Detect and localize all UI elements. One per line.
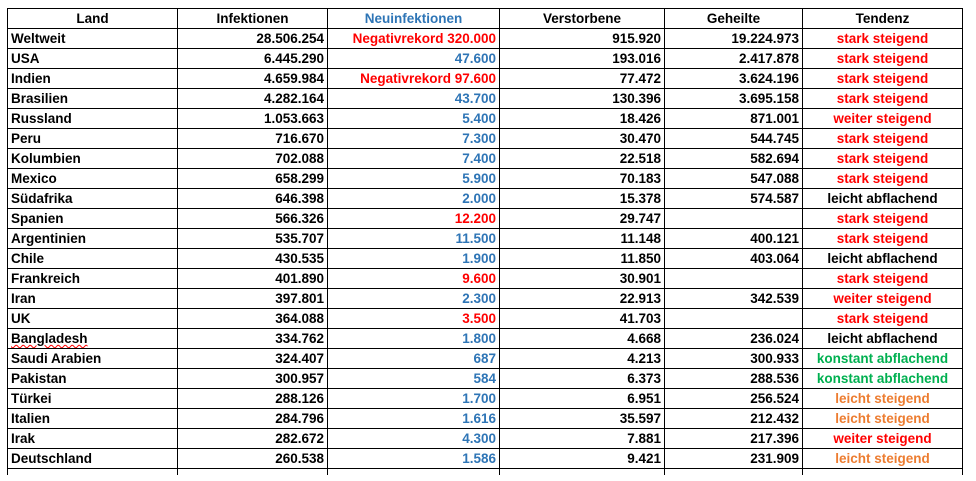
cell-land-text: Indien (11, 71, 51, 86)
cell-land[interactable] (8, 229, 178, 249)
cell-verstorbene-text: 18.426 (619, 111, 661, 126)
cell-geheilte[interactable] (665, 89, 803, 109)
table-row (8, 189, 963, 209)
table-row (8, 89, 963, 109)
cell-infektionen[interactable] (178, 189, 328, 209)
cell-tendenz[interactable] (803, 309, 963, 329)
cell-tendenz[interactable] (803, 349, 963, 369)
cell-verstorbene[interactable] (500, 49, 665, 69)
cell-tendenz-text: stark steigend (836, 311, 929, 326)
table-row-partial (8, 469, 963, 476)
header-neuinfektionen[interactable]: Neuinfektionen (328, 9, 500, 29)
cell-verstorbene[interactable] (500, 69, 665, 89)
empty-cell[interactable] (665, 469, 803, 476)
cell-verstorbene[interactable] (500, 89, 665, 109)
cell-geheilte-text: 582.694 (750, 151, 799, 166)
cell-verstorbene-text: 70.183 (619, 171, 661, 186)
cell-verstorbene[interactable] (500, 129, 665, 149)
cell-infektionen-text: 364.088 (275, 311, 324, 326)
cell-verstorbene[interactable] (500, 369, 665, 389)
cell-tendenz-text: weiter steigend (833, 291, 932, 306)
cell-geheilte[interactable] (665, 109, 803, 129)
cell-neuinfektionen[interactable] (328, 329, 500, 349)
table-row (8, 409, 963, 429)
table-row (8, 229, 963, 249)
cell-neuinfektionen-text: 687 (473, 351, 496, 366)
cell-tendenz-text: leicht abflachend (827, 331, 938, 346)
cell-land-text: Russland (11, 111, 72, 126)
cell-neuinfektionen[interactable] (328, 29, 500, 49)
cell-tendenz-text: leicht abflachend (827, 251, 938, 266)
cell-geheilte-text: 217.396 (750, 431, 799, 446)
cell-tendenz[interactable] (803, 329, 963, 349)
cell-geheilte-text: 212.432 (750, 411, 799, 426)
cell-geheilte-text: 288.536 (750, 371, 799, 386)
cell-tendenz[interactable] (803, 189, 963, 209)
cell-neuinfektionen[interactable] (328, 369, 500, 389)
cell-tendenz[interactable] (803, 409, 963, 429)
cell-tendenz-text: stark steigend (836, 71, 929, 86)
cell-land-text: Spanien (11, 211, 64, 226)
cell-infektionen-text: 646.398 (275, 191, 324, 206)
cell-verstorbene[interactable] (500, 29, 665, 49)
cell-neuinfektionen-text: 43.700 (454, 91, 496, 106)
cell-verstorbene[interactable] (500, 169, 665, 189)
cell-tendenz-text: stark steigend (836, 51, 929, 66)
cell-tendenz-text: stark steigend (836, 211, 929, 226)
cell-tendenz-text: stark steigend (836, 171, 929, 186)
cell-infektionen-text: 4.282.164 (263, 91, 324, 106)
cell-geheilte-text: 3.624.196 (738, 71, 799, 86)
table-row (8, 269, 963, 289)
cell-infektionen[interactable] (178, 409, 328, 429)
cell-land[interactable] (8, 429, 178, 449)
cell-land-text: Bangladesh (11, 331, 88, 346)
cell-geheilte[interactable] (665, 309, 803, 329)
table-row (8, 309, 963, 329)
cell-infektionen[interactable] (178, 329, 328, 349)
cell-neuinfektionen[interactable] (328, 49, 500, 69)
cell-verstorbene[interactable] (500, 289, 665, 309)
cell-infektionen-text: 6.445.290 (263, 51, 324, 66)
cell-land-text: UK (11, 311, 31, 326)
cell-neuinfektionen-text: Negativrekord 320.000 (352, 31, 496, 46)
cell-tendenz-text: weiter steigend (833, 111, 932, 126)
cell-neuinfektionen[interactable] (328, 229, 500, 249)
cell-tendenz[interactable] (803, 89, 963, 109)
table-row (8, 129, 963, 149)
cell-infektionen[interactable] (178, 69, 328, 89)
cell-verstorbene[interactable] (500, 429, 665, 449)
cell-geheilte-text: 574.587 (750, 191, 799, 206)
cell-geheilte-text: 547.088 (750, 171, 799, 186)
cell-verstorbene[interactable] (500, 209, 665, 229)
cell-neuinfektionen-text: 1.700 (462, 391, 496, 406)
cell-tendenz-text: leicht abflachend (827, 191, 938, 206)
cell-land[interactable] (8, 129, 178, 149)
cell-tendenz-text: stark steigend (836, 151, 929, 166)
empty-cell[interactable] (8, 469, 178, 476)
cell-verstorbene[interactable] (500, 229, 665, 249)
cell-land[interactable] (8, 269, 178, 289)
cell-verstorbene[interactable] (500, 409, 665, 429)
cell-land-text: Mexico (11, 171, 57, 186)
cell-geheilte[interactable] (665, 289, 803, 309)
cell-geheilte-text: 236.024 (750, 331, 799, 346)
cell-infektionen[interactable] (178, 89, 328, 109)
cell-geheilte[interactable] (665, 209, 803, 229)
cell-tendenz-text: leicht steigend (835, 451, 930, 466)
cell-verstorbene[interactable] (500, 349, 665, 369)
cell-infektionen-text: 401.890 (275, 271, 324, 286)
cell-neuinfektionen[interactable] (328, 269, 500, 289)
empty-cell[interactable] (500, 469, 665, 476)
cell-geheilte-text: 231.909 (750, 451, 799, 466)
cell-tendenz-text: stark steigend (836, 131, 929, 146)
cell-verstorbene-text: 30.470 (619, 131, 661, 146)
cell-infektionen-text: 430.535 (275, 251, 324, 266)
table-row (8, 289, 963, 309)
cell-land[interactable] (8, 309, 178, 329)
cell-geheilte-text: 400.121 (750, 231, 799, 246)
cell-verstorbene-text: 11.850 (620, 251, 661, 266)
cell-infektionen[interactable] (178, 249, 328, 269)
cell-infektionen-text: 260.538 (275, 451, 324, 466)
empty-cell[interactable] (178, 469, 328, 476)
cell-land-text: Irak (11, 431, 36, 446)
cell-tendenz[interactable] (803, 449, 963, 469)
cell-land-text: Kolumbien (11, 151, 81, 166)
cell-geheilte[interactable] (665, 249, 803, 269)
cell-tendenz[interactable] (803, 109, 963, 129)
table-row (8, 149, 963, 169)
cell-infektionen-text: 566.326 (275, 211, 324, 226)
cell-geheilte[interactable] (665, 409, 803, 429)
cell-land-text: Chile (11, 251, 45, 266)
cell-verstorbene-text: 9.421 (627, 451, 661, 466)
cell-tendenz[interactable] (803, 209, 963, 229)
cell-geheilte[interactable] (665, 389, 803, 409)
cell-land-text: Südafrika (11, 191, 73, 206)
cell-infektionen-text: 716.670 (275, 131, 324, 146)
cell-verstorbene[interactable] (500, 309, 665, 329)
empty-cell[interactable] (328, 469, 500, 476)
cell-neuinfektionen[interactable] (328, 309, 500, 329)
cell-infektionen-text: 324.407 (275, 351, 324, 366)
cell-infektionen-text: 397.801 (275, 291, 324, 306)
cell-geheilte-text: 3.695.158 (738, 91, 799, 106)
cell-neuinfektionen[interactable] (328, 289, 500, 309)
cell-geheilte[interactable] (665, 189, 803, 209)
cell-verstorbene-text: 4.213 (627, 351, 661, 366)
cell-verstorbene-text: 35.597 (619, 411, 661, 426)
cell-neuinfektionen-text: 5.400 (462, 111, 496, 126)
cell-neuinfektionen[interactable] (328, 209, 500, 229)
cell-infektionen[interactable] (178, 169, 328, 189)
cell-tendenz-text: stark steigend (836, 31, 929, 46)
cell-geheilte[interactable] (665, 49, 803, 69)
cell-verstorbene-text: 130.396 (612, 91, 661, 106)
cell-neuinfektionen[interactable] (328, 189, 500, 209)
cell-tendenz-text: konstant abflachend (816, 351, 949, 366)
cell-geheilte[interactable] (665, 169, 803, 189)
cell-neuinfektionen-text: 11.500 (455, 231, 496, 246)
cell-land-text: Italien (11, 411, 51, 426)
cell-verstorbene[interactable] (500, 189, 665, 209)
cell-tendenz[interactable] (803, 429, 963, 449)
cell-land[interactable] (8, 169, 178, 189)
cell-verstorbene-text: 6.951 (627, 391, 661, 406)
cell-geheilte[interactable] (665, 229, 803, 249)
cell-neuinfektionen-text: 1.900 (462, 251, 496, 266)
cell-neuinfektionen-text: 2.000 (462, 191, 496, 206)
cell-infektionen[interactable] (178, 369, 328, 389)
cell-tendenz[interactable] (803, 69, 963, 89)
cell-geheilte-text: 2.417.878 (738, 51, 799, 66)
cell-neuinfektionen-text: 9.600 (462, 271, 496, 286)
cell-tendenz[interactable] (803, 229, 963, 249)
cell-verstorbene[interactable] (500, 269, 665, 289)
cell-infektionen-text: 282.672 (275, 431, 324, 446)
cell-infektionen[interactable] (178, 309, 328, 329)
cell-verstorbene-text: 193.016 (612, 51, 661, 66)
cell-infektionen-text: 334.762 (275, 331, 324, 346)
cell-infektionen[interactable] (178, 229, 328, 249)
cell-tendenz-text: weiter steigend (833, 431, 932, 446)
cell-tendenz[interactable] (803, 389, 963, 409)
cell-land[interactable] (8, 449, 178, 469)
header-tendenz[interactable]: Tendenz (803, 9, 963, 29)
cell-neuinfektionen-text: 4.300 (462, 431, 496, 446)
cell-infektionen[interactable] (178, 29, 328, 49)
cell-land-text: Saudi Arabien (11, 351, 102, 366)
cell-verstorbene-text: 77.472 (619, 71, 661, 86)
cell-infektionen[interactable] (178, 429, 328, 449)
table-row (8, 329, 963, 349)
cell-infektionen[interactable] (178, 389, 328, 409)
cell-geheilte-text: 544.745 (750, 131, 799, 146)
cell-infektionen-text: 28.506.254 (256, 31, 324, 46)
cell-neuinfektionen[interactable] (328, 69, 500, 89)
empty-cell[interactable] (803, 469, 963, 476)
cell-land-text: Brasilien (11, 91, 69, 106)
cell-land-text: Türkei (11, 391, 52, 406)
cell-neuinfektionen[interactable] (328, 149, 500, 169)
table-row (8, 429, 963, 449)
cell-neuinfektionen[interactable] (328, 429, 500, 449)
cell-neuinfektionen[interactable] (328, 109, 500, 129)
table-row (8, 349, 963, 369)
cell-tendenz[interactable] (803, 149, 963, 169)
cell-neuinfektionen-text: 7.300 (462, 131, 496, 146)
cell-geheilte[interactable] (665, 369, 803, 389)
table-row (8, 209, 963, 229)
cell-land[interactable] (8, 369, 178, 389)
cell-tendenz[interactable] (803, 249, 963, 269)
cell-verstorbene[interactable] (500, 329, 665, 349)
cell-land[interactable] (8, 409, 178, 429)
cell-verstorbene-text: 6.373 (627, 371, 661, 386)
cell-infektionen[interactable] (178, 49, 328, 69)
cell-infektionen[interactable] (178, 149, 328, 169)
cell-infektionen-text: 535.707 (275, 231, 324, 246)
cell-neuinfektionen[interactable] (328, 349, 500, 369)
cell-land[interactable] (8, 89, 178, 109)
cell-land[interactable] (8, 29, 178, 49)
cell-verstorbene-text: 11.148 (620, 231, 661, 246)
cell-geheilte[interactable] (665, 149, 803, 169)
cell-verstorbene-text: 41.703 (619, 311, 661, 326)
header-verstorbene[interactable]: Verstorbene (500, 9, 665, 29)
cell-land[interactable] (8, 289, 178, 309)
cell-verstorbene-text: 29.747 (619, 211, 661, 226)
header-land[interactable]: Land (8, 9, 178, 29)
table-row (8, 29, 963, 49)
cell-neuinfektionen[interactable] (328, 449, 500, 469)
cell-neuinfektionen-text: 12.200 (454, 211, 496, 226)
cell-neuinfektionen[interactable] (328, 409, 500, 429)
cell-tendenz[interactable] (803, 289, 963, 309)
cell-geheilte[interactable] (665, 429, 803, 449)
cell-infektionen[interactable] (178, 109, 328, 129)
cell-geheilte[interactable] (665, 349, 803, 369)
cell-land[interactable] (8, 209, 178, 229)
cell-infektionen[interactable] (178, 289, 328, 309)
cell-neuinfektionen-text: 2.300 (462, 291, 496, 306)
table-body (8, 29, 963, 476)
cell-verstorbene-text: 4.668 (627, 331, 661, 346)
cell-infektionen-text: 1.053.663 (263, 111, 324, 126)
cell-infektionen[interactable] (178, 349, 328, 369)
cell-infektionen-text: 702.088 (275, 151, 324, 166)
cell-tendenz-text: stark steigend (836, 231, 929, 246)
cell-verstorbene-text: 15.378 (619, 191, 661, 206)
cell-neuinfektionen-text: Negativrekord 97.600 (360, 71, 496, 86)
cell-neuinfektionen[interactable] (328, 249, 500, 269)
cell-geheilte-text: 403.064 (750, 251, 799, 266)
cell-infektionen[interactable] (178, 209, 328, 229)
cell-infektionen-text: 658.299 (275, 171, 324, 186)
cell-neuinfektionen-text: 1.800 (462, 331, 496, 346)
cell-verstorbene[interactable] (500, 249, 665, 269)
cell-neuinfektionen[interactable] (328, 129, 500, 149)
cell-land[interactable] (8, 49, 178, 69)
cell-neuinfektionen-text: 7.400 (462, 151, 496, 166)
cell-land[interactable] (8, 389, 178, 409)
cell-land-text: USA (11, 51, 40, 66)
table-row (8, 109, 963, 129)
cell-infektionen[interactable] (178, 269, 328, 289)
cell-infektionen-text: 284.796 (275, 411, 324, 426)
cell-infektionen-text: 288.126 (275, 391, 324, 406)
cell-verstorbene-text: 22.518 (619, 151, 661, 166)
cell-tendenz-text: leicht steigend (835, 411, 930, 426)
cell-land-text: Argentinien (11, 231, 87, 246)
cell-land-text: Deutschland (11, 451, 93, 466)
cell-geheilte[interactable] (665, 329, 803, 349)
cell-land[interactable] (8, 249, 178, 269)
cell-neuinfektionen-text: 584 (473, 371, 496, 386)
cell-geheilte-text: 300.933 (750, 351, 799, 366)
cell-land[interactable] (8, 349, 178, 369)
cell-neuinfektionen[interactable] (328, 89, 500, 109)
covid-statistics-table (7, 8, 963, 475)
cell-land[interactable] (8, 109, 178, 129)
header-infektionen[interactable]: Infektionen (178, 9, 328, 29)
cell-tendenz-text: leicht steigend (835, 391, 930, 406)
cell-land-text: Peru (11, 131, 42, 146)
table-row (8, 69, 963, 89)
cell-land-text: Iran (11, 291, 36, 306)
cell-geheilte[interactable] (665, 129, 803, 149)
cell-geheilte[interactable] (665, 449, 803, 469)
cell-verstorbene-text: 22.913 (619, 291, 661, 306)
cell-verstorbene[interactable] (500, 449, 665, 469)
cell-tendenz[interactable] (803, 129, 963, 149)
table-row (8, 369, 963, 389)
cell-land[interactable] (8, 189, 178, 209)
cell-land[interactable] (8, 149, 178, 169)
table-row (8, 389, 963, 409)
header-geheilte[interactable]: Geheilte (665, 9, 803, 29)
cell-land[interactable] (8, 329, 178, 349)
cell-geheilte-text: 871.001 (750, 111, 799, 126)
cell-verstorbene-text: 30.901 (619, 271, 661, 286)
cell-verstorbene[interactable] (500, 389, 665, 409)
cell-tendenz-text: stark steigend (836, 271, 929, 286)
cell-tendenz[interactable] (803, 49, 963, 69)
cell-neuinfektionen-text: 1.616 (462, 411, 496, 426)
cell-land-text: Weltweit (11, 31, 66, 46)
cell-neuinfektionen-text: 5.900 (462, 171, 496, 186)
cell-tendenz-text: konstant abflachend (816, 371, 949, 386)
cell-infektionen[interactable] (178, 129, 328, 149)
header-row (8, 9, 963, 29)
cell-neuinfektionen[interactable] (328, 389, 500, 409)
cell-verstorbene[interactable] (500, 109, 665, 129)
cell-verstorbene-text: 7.881 (627, 431, 661, 446)
cell-tendenz[interactable] (803, 29, 963, 49)
cell-tendenz-text: stark steigend (836, 91, 929, 106)
cell-verstorbene[interactable] (500, 149, 665, 169)
cell-tendenz[interactable] (803, 369, 963, 389)
cell-infektionen-text: 4.659.984 (263, 71, 324, 86)
table-row (8, 169, 963, 189)
cell-land[interactable] (8, 69, 178, 89)
cell-neuinfektionen-text: 47.600 (454, 51, 496, 66)
cell-geheilte-text: 19.224.973 (731, 31, 799, 46)
cell-neuinfektionen-text: 1.586 (462, 451, 496, 466)
cell-infektionen-text: 300.957 (275, 371, 324, 386)
cell-neuinfektionen[interactable] (328, 169, 500, 189)
cell-tendenz[interactable] (803, 269, 963, 289)
cell-geheilte-text: 256.524 (750, 391, 799, 406)
cell-neuinfektionen-text: 3.500 (462, 311, 496, 326)
cell-verstorbene-text: 915.920 (612, 31, 661, 46)
cell-geheilte[interactable] (665, 69, 803, 89)
table-row (8, 449, 963, 469)
cell-land-text: Frankreich (11, 271, 81, 286)
table-row (8, 49, 963, 69)
cell-geheilte-text: 342.539 (750, 291, 799, 306)
table-row (8, 249, 963, 269)
cell-geheilte[interactable] (665, 269, 803, 289)
cell-infektionen[interactable] (178, 449, 328, 469)
cell-geheilte[interactable] (665, 29, 803, 49)
cell-land-text: Pakistan (11, 371, 67, 386)
cell-tendenz[interactable] (803, 169, 963, 189)
